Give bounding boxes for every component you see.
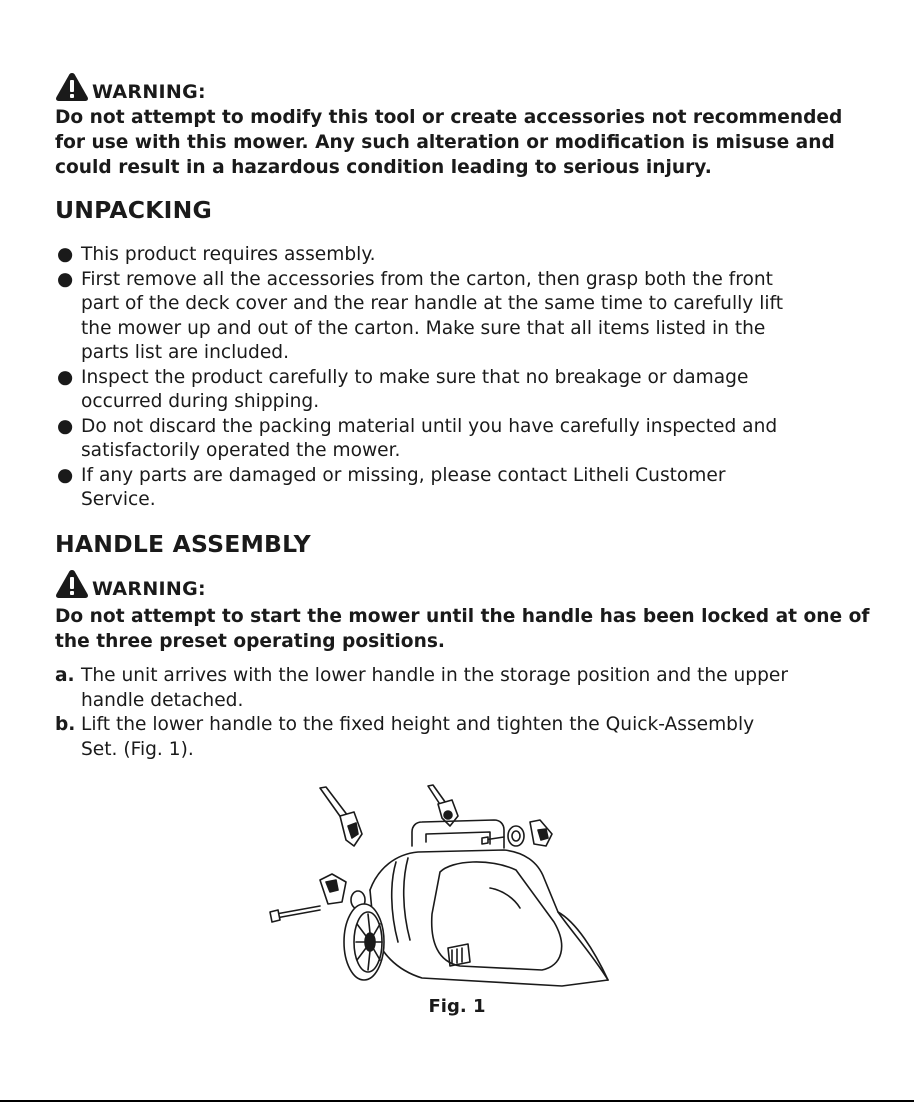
warning-header bbox=[55, 569, 206, 599]
warning-label: WARNING: bbox=[92, 578, 206, 600]
unpacking-list bbox=[55, 243, 783, 513]
list-item: a. The unit arrives with the lower handle in the storage position and the upper handle detached. bbox=[55, 665, 788, 711]
warning-text: Do not attempt to modify this tool or create accessories not recommended for use with this mower. Any such alteration or modification is misuse and could result in a hazardous condition leading to serious injury. bbox=[55, 107, 843, 178]
warning-header bbox=[55, 72, 206, 102]
list-item: ● Inspect the product carefully to make sure that no breakage or damage occurred during shipping. bbox=[57, 366, 749, 412]
list-item: ● This product requires assembly. bbox=[57, 244, 376, 265]
warning-triangle-icon bbox=[55, 569, 89, 599]
mower-assembly-illustration bbox=[262, 782, 622, 992]
warning-label: WARNING: bbox=[92, 81, 206, 103]
list-item: ● Do not discard the packing material until you have carefully inspected and satisfactorily operated the mower. bbox=[57, 415, 778, 461]
page-bottom-rule bbox=[0, 1100, 914, 1102]
list-item: ● If any parts are damaged or missing, please contact Litheli Customer Service. bbox=[57, 464, 726, 510]
figure-caption: Fig. 1 bbox=[428, 996, 486, 1017]
warning-text: Do not attempt to start the mower until the handle has been locked at one of the three preset operating positions. bbox=[55, 606, 870, 652]
assembly-steps bbox=[55, 664, 788, 762]
handle-assembly-title: HANDLE ASSEMBLY bbox=[55, 530, 311, 558]
unpacking-title: UNPACKING bbox=[55, 196, 212, 224]
warning-triangle-icon bbox=[55, 72, 89, 102]
list-item: b. Lift the lower handle to the fixed height and tighten the Quick-Assembly Set. (Fig. 1). bbox=[55, 714, 755, 760]
list-item: ● First remove all the accessories from the carton, then grasp both the front part of the deck cover and the rear handle at the same time to carefully lift the mower up and out of the carton. Make sure that all items listed in the parts list are included. bbox=[57, 268, 784, 363]
